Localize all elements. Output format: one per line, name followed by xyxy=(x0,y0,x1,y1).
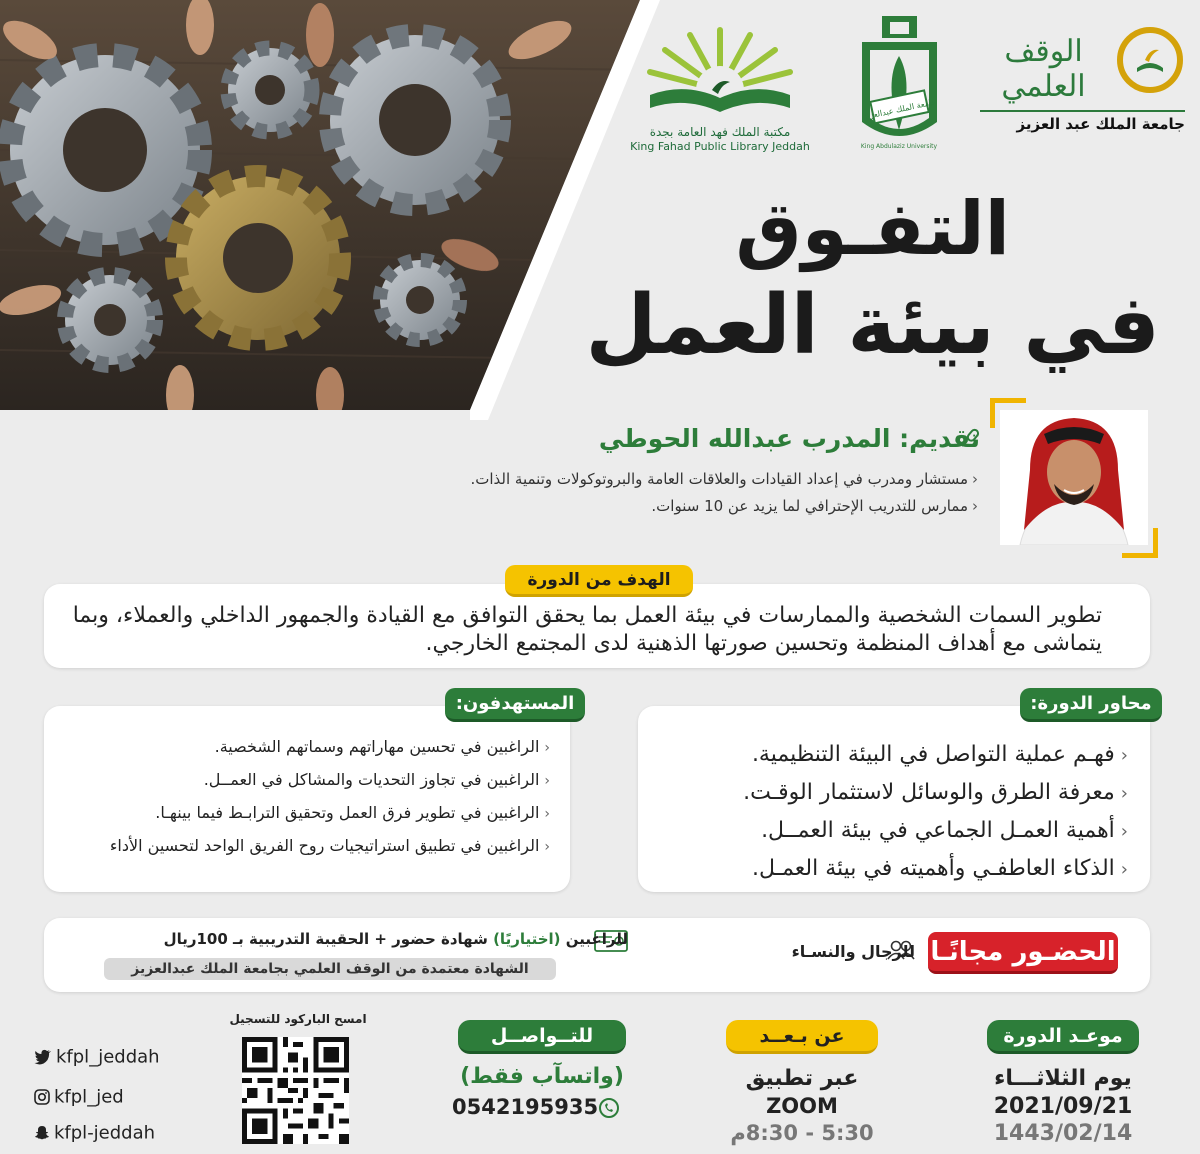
qr-code[interactable] xyxy=(242,1037,349,1144)
kau-emblem-icon xyxy=(852,12,947,152)
gear-silver-right xyxy=(330,35,500,205)
social-twitter[interactable] xyxy=(34,1046,160,1068)
gears-illustration xyxy=(0,0,640,410)
library-name-en: King Fahad Public Library Jeddah xyxy=(630,140,810,153)
list-item: ‹فهـم عملية التواصل في البيئة التنظيمية. xyxy=(751,742,1128,767)
gear-silver-small-right xyxy=(380,260,460,340)
list-item: ‹الراغبين في تطوير فرق العمل وتحقيق الترابـط فيما بينهـا. xyxy=(155,803,550,822)
library-name-ar: مكتبة الملك فهد العامة بجدة xyxy=(649,125,791,139)
remote-label: عن بـعــد xyxy=(726,1020,878,1054)
certificate-offer xyxy=(164,930,628,948)
audience-text: للرجال والنسـاء xyxy=(791,942,915,961)
gear-gold-center xyxy=(176,176,340,340)
cert-prefix: للراغبين xyxy=(565,930,628,948)
snapchat-icon xyxy=(34,1125,50,1141)
certificate-note: الشهادة معتمدة من الوقف العلمي بجامعة الملك عبدالعزيز xyxy=(104,958,556,980)
schedule-label: موعـد الدورة xyxy=(987,1020,1139,1054)
axes-box xyxy=(638,706,1150,892)
contact-note: (واتسآب فقط) xyxy=(460,1064,624,1089)
remote-time: 5:30 - 8:30م xyxy=(730,1121,874,1145)
schedule-date-gregorian: 2021/09/21 xyxy=(993,1094,1133,1119)
presenter-name: تقديم: المدرب عبدالله الحوطي xyxy=(598,424,980,453)
chevron-left-icon: ‹ xyxy=(1120,783,1128,804)
presenter-bullet-2 xyxy=(651,497,978,515)
remote-via: عبر تطبيق xyxy=(745,1066,859,1091)
presenter-photo-frame xyxy=(990,398,1158,558)
kau-logo xyxy=(852,12,947,156)
chevron-left-icon: ‹ xyxy=(544,839,550,855)
presenter-photo xyxy=(1000,410,1148,545)
waqf-university: جامعة الملك عبد العزيز xyxy=(980,110,1185,133)
contact-label: للتــواصــل xyxy=(458,1020,626,1054)
schedule-date-hijri: 1443/02/14 xyxy=(993,1121,1133,1146)
chevron-left-icon: ‹ xyxy=(544,740,550,756)
list-item: ‹الراغبين في تطبيق استراتيجيات روح الفريق الواحد لتحسين الأداء xyxy=(109,836,550,855)
chevron-left-icon: ‹ xyxy=(972,470,978,488)
presenter-bullet-1 xyxy=(471,470,979,488)
list-item: ‹معرفة الطرق والوسائل لاستثمار الوقـت. xyxy=(743,780,1128,805)
title-line-1: التفـوق xyxy=(735,186,1010,272)
instagram-icon xyxy=(34,1089,50,1105)
library-emblem-icon xyxy=(630,20,810,115)
instagram-handle: kfpl_jed xyxy=(54,1086,124,1108)
twitter-icon xyxy=(34,1049,52,1065)
gear-silver-small-left xyxy=(65,275,155,365)
chevron-left-icon: ‹ xyxy=(1120,859,1128,880)
remote-app: ZOOM xyxy=(766,1094,838,1118)
targets-list xyxy=(70,736,550,868)
chevron-left-icon: ‹ xyxy=(544,773,550,789)
waqf-name: الوقف العلمي xyxy=(1001,34,1086,104)
chevron-left-icon: ‹ xyxy=(1120,821,1128,842)
whatsapp-icon xyxy=(598,1097,620,1119)
social-snapchat[interactable] xyxy=(34,1122,155,1144)
cert-text: شهادة حضور + الحقيبة التدريبية بـ 100ريال xyxy=(163,930,488,948)
waqf-emblem-icon xyxy=(1115,22,1185,102)
snapchat-handle: kfpl-jeddah xyxy=(54,1122,156,1144)
svg-text:King Abdulaziz University: King Abdulaziz University xyxy=(860,143,938,150)
list-item: ‹الراغبين في تجاوز التحديات والمشاكل في العمــل. xyxy=(203,770,550,789)
free-attendance-badge: الحضـور مجانًـا xyxy=(928,932,1118,974)
qr-label: امسح الباركود للتسجيل xyxy=(229,1012,367,1026)
contact-phone[interactable]: 0542195935 xyxy=(452,1095,599,1119)
goal-label: الهدف من الدورة xyxy=(505,565,693,597)
hero-gears-image xyxy=(0,0,640,410)
chevron-left-icon: ‹ xyxy=(544,806,550,822)
gear-silver-small-center xyxy=(228,48,312,132)
presenter-portrait-icon xyxy=(1000,410,1148,545)
list-item: ‹أهمية العمـل الجماعي في بيئة العمــل. xyxy=(761,818,1128,843)
list-item: ‹الذكاء العاطفـي وأهميته في بيئة العمـل. xyxy=(751,856,1128,881)
social-instagram[interactable] xyxy=(34,1086,124,1108)
kau-name-text: جامعة الملك عبدالعزيز xyxy=(862,97,937,122)
targets-label: المستهدفون: xyxy=(445,688,585,722)
chevron-left-icon: ‹ xyxy=(972,497,978,515)
goal-text: تطوير السمات الشخصية والممارسات في بيئة العمل بما يحقق التوافق مع القيادة والجمهور الداخلي والعملاء، وبما يتماشى مع أهداف المنظمة وتحسين صورتها الذهنية لدى المجتمع الخارجي. xyxy=(72,603,1102,656)
cert-optional: (اختياريًا) xyxy=(493,930,561,948)
presenter-bullet-1-text: مستشار ومدرب في إعداد القيادات والعلاقات العامة والبروتوكولات وتنمية الذات. xyxy=(470,470,968,488)
axes-label: محاور الدورة: xyxy=(1020,688,1162,722)
axes-list xyxy=(658,736,1128,888)
targets-box xyxy=(44,706,570,892)
twitter-handle: kfpl_jeddah xyxy=(56,1046,160,1068)
title-line-2: في بيئة العمل xyxy=(585,278,1160,373)
list-item: ‹الراغبين في تحسين مهاراتهم وسماتهم الشخصية. xyxy=(214,737,550,756)
schedule-day: يوم الثلاثـــاء xyxy=(994,1066,1132,1091)
gear-silver-left xyxy=(10,55,200,245)
library-logo xyxy=(630,20,810,153)
presenter-bullet-2-text: ممارس للتدريب الإحترافي لما يزيد عن 10 سنوات. xyxy=(651,497,968,515)
chevron-left-icon: ‹ xyxy=(1120,745,1128,766)
